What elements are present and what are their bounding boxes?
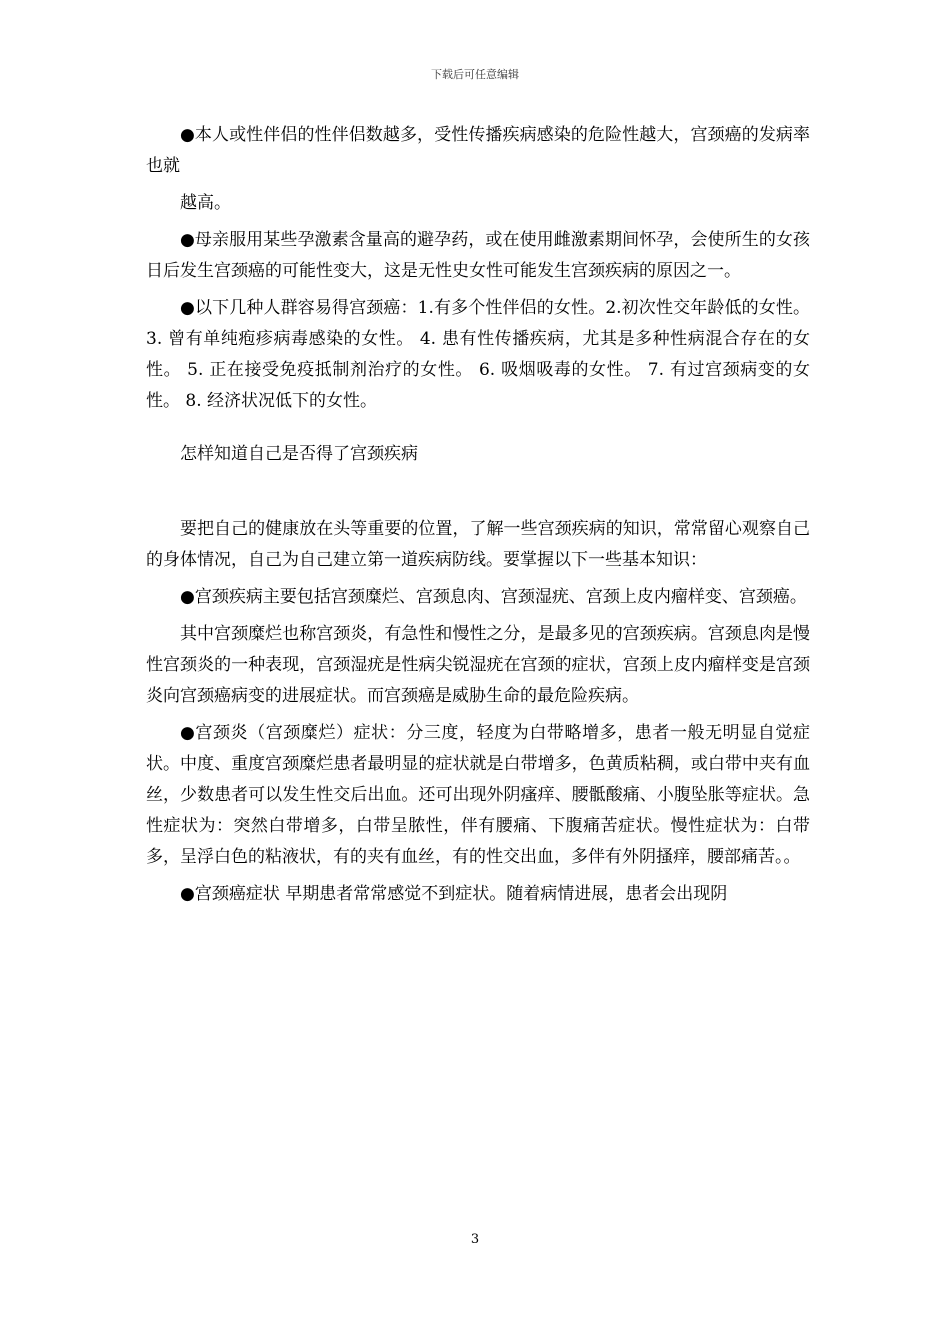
paragraph-erosion-desc: 其中宫颈糜烂也称宫颈炎，有急性和慢性之分，是最多见的宫颈疾病。宫颈息肉是慢性宫颈炎的一种表现，宫颈湿疣是性病尖锐湿疣在宫颈的症状，宫颈上皮内瘤样变是宫颈炎向宫颈癌病变的进展症状。而宫颈癌是威胁生命的最危险疾病。 [146,624,810,706]
page-number: 3 [470,1232,480,1247]
paragraph-risk-groups: ●以下几种人群容易得宫颈癌：1.有多个性伴侣的女性。2.初次性交年龄低的女性。3. 曾有单纯疱疹病毒感染的女性。 4. 患有性传播疾病，尤其是多种性病混合存在的女性。 5. 正在接受免疫抵制剂治疗的女性。 6. 吸烟吸毒的女性。 7. 有过宫颈病变的女性。 8. 经济状况低下的女性。 [146,298,810,411]
paragraph-health-awareness: 要把自己的健康放在头等重要的位置，了解一些宫颈疾病的知识，常常留心观察自己的身体情况，自己为自己建立第一道疾病防线。要掌握以下一些基本知识： [146,519,810,570]
paragraph-disease-types: ●宫颈疾病主要包括宫颈糜烂、宫颈息肉、宫颈湿疣、宫颈上皮内瘤样变、宫颈癌。 [180,587,807,607]
paragraph-partner-risk: ●本人或性伴侣的性伴侣数越多，受性传播疾病感染的危险性越大，宫颈癌的发病率也就 [146,125,810,176]
page-header: 下载后可任意编辑 [431,68,519,81]
document-body [146,120,810,916]
paragraph-partner-risk-cont: 越高。 [180,193,231,213]
paragraph-cervicitis-symptoms: ●宫颈炎（宫颈糜烂）症状：分三度，轻度为白带略增多，患者一般无明显自觉症状。中度、重度宫颈糜烂患者最明显的症状就是白带增多，色黄质粘稠，或白带中夹有血丝，少数患者可以发生性交后出血。还可出现外阴瘙痒、腰骶酸痛、小腹坠胀等症状。急性症状为：突然白带增多，白带呈脓性，伴有腰痛、下腹痛苦症状。慢性症状为：白带多，呈浮白色的粘液状，有的夹有血丝，有的性交出血，多伴有外阴搔痒，腰部痛苦。。 [146,723,810,867]
section-heading: 怎样知道自己是否得了宫颈疾病 [180,444,418,464]
paragraph-cancer-symptoms: ●宫颈癌症状 早期患者常常感觉不到症状。随着病情进展，患者会出现阴 [180,884,728,904]
paragraph-contraceptive: ●母亲服用某些孕激素含量高的避孕药，或在使用雌激素期间怀孕，会使所生的女孩日后发生宫颈癌的可能性变大，这是无性史女性可能发生宫颈疾病的原因之一。 [146,230,810,281]
